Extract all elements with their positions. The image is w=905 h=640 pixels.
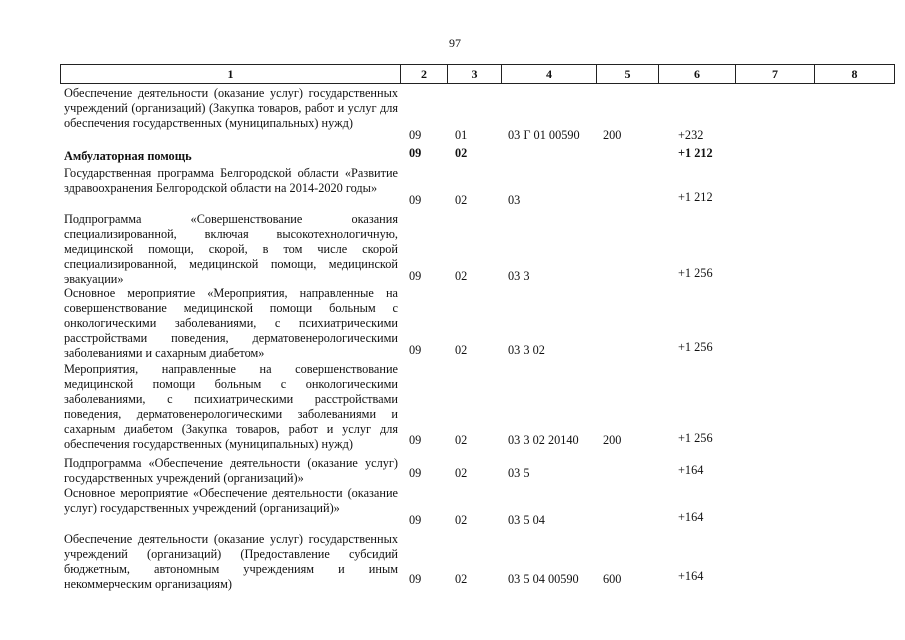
header-col-8: 8: [814, 65, 895, 83]
row-target-code: 03 5 04: [508, 513, 545, 527]
row-section: 09: [409, 269, 422, 283]
row-amount: +1 212: [678, 146, 713, 160]
row-expense-type: 600: [603, 572, 622, 586]
header-col-3: 3: [447, 65, 501, 83]
row-amount: +1 256: [678, 340, 713, 354]
row-section: 09: [409, 128, 422, 142]
row-subsection: 02: [455, 343, 468, 357]
row-description: Обеспечение деятельности (оказание услуг) государственных учреждений (организаций) (Закупка товаров, работ и услуг для обеспечения государственных (муниципальных) нужд): [64, 86, 398, 130]
row-section: 09: [409, 193, 422, 207]
header-col-1: 1: [60, 65, 400, 83]
row-section: 09: [409, 572, 422, 586]
row-target-code: 03 3 02 20140: [508, 433, 579, 447]
row-target-code: 03 Г 01 00590: [508, 128, 580, 142]
row-description: Подпрограмма «Обеспечение деятельности (оказание услуг) государственных учреждений (организаций)»: [64, 456, 398, 485]
row-expense-type: 200: [603, 433, 622, 447]
row-target-code: 03 5: [508, 466, 530, 480]
table-header-row: [60, 64, 895, 84]
row-amount: +1 212: [678, 190, 713, 204]
row-section: 09: [409, 343, 422, 357]
row-section: 09: [409, 466, 422, 480]
row-subsection: 02: [455, 513, 468, 527]
row-description: Основное мероприятие «Обеспечение деятельности (оказание услуг) государственных учреждений (организаций)»: [64, 486, 398, 515]
row-description: Амбулаторная помощь: [64, 149, 192, 163]
row-subsection: 02: [455, 146, 468, 160]
header-col-7: 7: [735, 65, 814, 83]
row-description: Государственная программа Белгородской области «Развитие здравоохранения Белгородской области на 2014-2020 годы»: [64, 166, 398, 195]
row-target-code: 03: [508, 193, 521, 207]
row-expense-type: 200: [603, 128, 622, 142]
row-subsection: 01: [455, 128, 468, 142]
header-col-6: 6: [658, 65, 735, 83]
row-subsection: 02: [455, 572, 468, 586]
row-amount: +164: [678, 463, 704, 477]
page-number: 97: [449, 36, 461, 50]
row-section: 09: [409, 513, 422, 527]
row-description: Подпрограмма «Совершенствование оказания специализированной, включая высокотехнологичную, медицинской помощи, скорой, в том числе скорой специализированной, медицинской помощи, медицинской эвакуации»: [64, 212, 398, 286]
row-amount: +164: [678, 569, 704, 583]
row-subsection: 02: [455, 433, 468, 447]
row-target-code: 03 5 04 00590: [508, 572, 579, 586]
row-amount: +1 256: [678, 431, 713, 445]
header-col-2: 2: [400, 65, 447, 83]
row-target-code: 03 3 02: [508, 343, 545, 357]
header-col-4: 4: [501, 65, 596, 83]
row-amount: +1 256: [678, 266, 713, 280]
row-subsection: 02: [455, 269, 468, 283]
row-section: 09: [409, 146, 422, 160]
row-description: Мероприятия, направленные на совершенствование медицинской помощи больным с онкологическими заболеваниями, с психиатрическими расстройствами поведения, дерматовенерологическими заболеваниями и сахарным диабетом (Закупка товаров, работ и услуг для обеспечения государственных (муниципальных) нужд): [64, 362, 398, 451]
row-target-code: 03 3: [508, 269, 530, 283]
row-subsection: 02: [455, 466, 468, 480]
row-amount: +164: [678, 510, 704, 524]
row-subsection: 02: [455, 193, 468, 207]
row-amount: +232: [678, 128, 704, 142]
header-col-5: 5: [596, 65, 658, 83]
row-description: Обеспечение деятельности (оказание услуг) государственных учреждений (организаций) (Предоставление субсидий бюджетным, автономным учреждениям и иным некоммерческим организациям): [64, 532, 398, 591]
row-description: Основное мероприятие «Мероприятия, направленные на совершенствование медицинской помощи больным с онкологическими заболеваниями, с психиатрическими расстройствами поведения, дерматовенерологическими заболеваниями и сахарным диабетом»: [64, 286, 398, 360]
row-section: 09: [409, 433, 422, 447]
